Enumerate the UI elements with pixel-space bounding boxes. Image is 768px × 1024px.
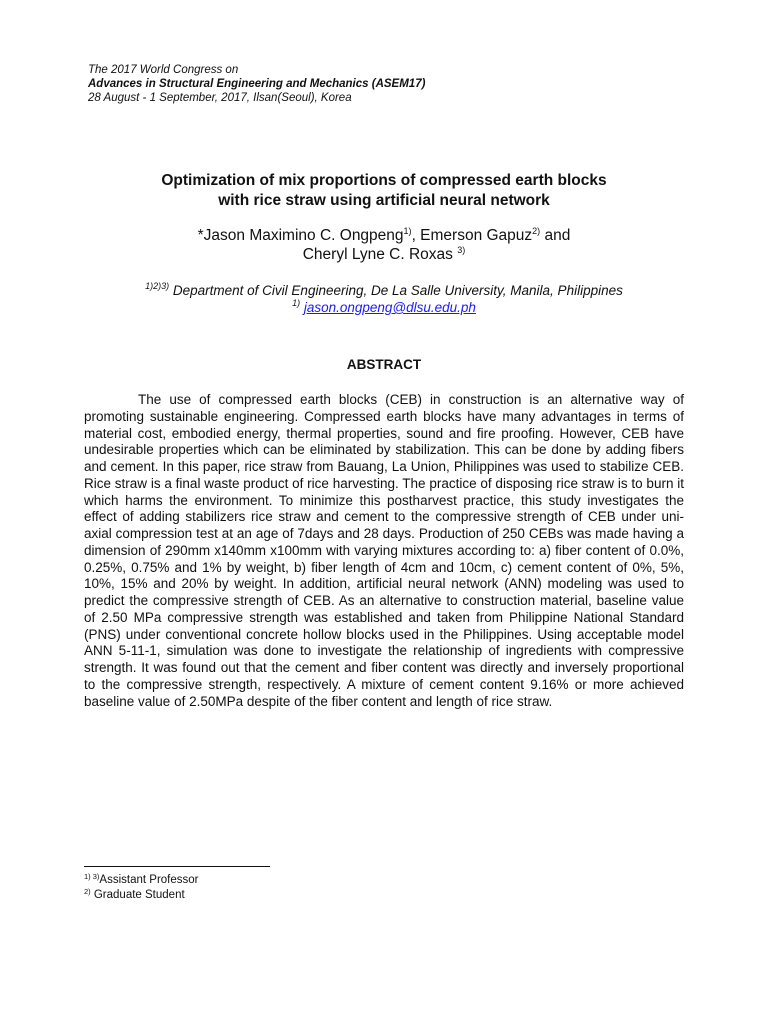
author-3-mark: 3): [457, 245, 466, 255]
paper-title-line-2: with rice straw using artificial neural network: [218, 192, 550, 209]
footnote-2-text: Graduate Student: [90, 889, 185, 901]
author-1-mark: 1): [403, 226, 412, 236]
affiliation-text: Department of Civil Engineering, De La Salle University, Manila, Philippines: [169, 283, 623, 298]
author-list: [84, 226, 684, 264]
footnote-1-mark: 1) 3): [84, 872, 100, 881]
footnote-2-mark: 2): [84, 887, 91, 896]
author-1-name: *Jason Maximino C. Ongpeng: [197, 227, 404, 244]
footnote-divider: [84, 866, 270, 867]
conference-header: [88, 63, 425, 105]
author-line-2: [84, 245, 684, 264]
affiliation-mark: 1)2)3): [145, 281, 170, 291]
email-link[interactable]: jason.ongpeng@dlsu.edu.ph: [303, 300, 476, 315]
author-2-mark: 2): [532, 226, 541, 236]
footnote-1: [84, 873, 199, 888]
author-and: and: [540, 227, 571, 244]
affiliation-block: [84, 282, 684, 316]
conference-date-line: 28 August - 1 September, 2017, Ilsan(Seoul), Korea: [88, 92, 352, 104]
conference-title-line: Advances in Structural Engineering and Mechanics (ASEM17): [88, 78, 426, 90]
footnote-2: [84, 888, 199, 903]
paper-title-line-1: Optimization of mix proportions of compressed earth blocks: [161, 172, 607, 189]
author-line-1: [84, 226, 684, 245]
paper-title: [84, 171, 684, 211]
footnotes: [84, 873, 199, 903]
footnote-1-text: Assistant Professor: [99, 874, 199, 886]
email-mark: 1): [292, 298, 301, 308]
affiliation-line: [84, 282, 684, 299]
abstract-heading: ABSTRACT: [346, 357, 422, 372]
conference-name-line: The 2017 World Congress on: [88, 64, 239, 76]
abstract-body: The use of compressed earth blocks (CEB) in construction is an alternative way of promoting sustainable engineering. Compressed earth blocks have many advantages in terms of material cost, embodied energy, thermal properties, sound and fire proofing. However, CEB have undesirable properties which can be eliminated by stabilization. This can be done by adding fibers and cement. In this paper, rice straw from Bauang, La Union, Philippines was used to stabilize CEB. Rice straw is a final waste product of rice harvesting. The practice of disposing rice straw is to burn it which harms the environment. To minimize this postharvest practice, this study investigates the effect of adding stabilizers rice straw and cement to the compressive strength of CEB under uni-axial compression test at an age of 7days and 28 days. Production of 250 CEBs was made having a dimension of 290mm x140mm x100mm with varying mixtures according to: a) fiber content of 0.0%, 0.25%, 0.75% and 1% by weight, b) fiber length of 4cm and 10cm, c) cement content of 0%, 5%, 10%, 15% and 20% by weight. In addition, artificial neural network (ANN) modeling was used to predict the compressive strength of CEB. As an alternative to construction material, baseline value of 2.50 MPa compressive strength was established and taken from Philippine National Standard (PNS) under conventional concrete hollow blocks used in the Philippines. Using acceptable model ANN 5-11-1, simulation was done to investigate the relationship of ingredients with compressive strength. It was found out that the cement and fiber content was directly and inversely proportional to the compressive strength, respectively. A mixture of cement content 9.16% or more achieved baseline value of 2.50MPa despite of the fiber content and length of rice straw.: [84, 392, 684, 709]
author-2-name: , Emerson Gapuz: [411, 227, 533, 244]
author-3-name: Cheryl Lyne C. Roxas: [302, 246, 458, 263]
email-line: [84, 299, 684, 316]
